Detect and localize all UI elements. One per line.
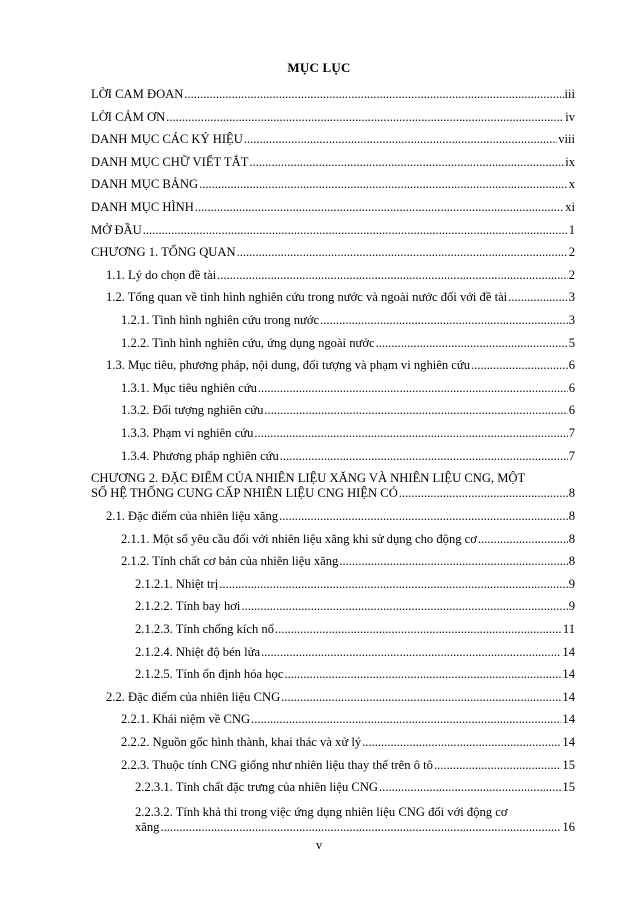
toc-entry-page: 16 <box>562 819 575 834</box>
page-number: v <box>315 838 323 852</box>
toc-entry-page: 15 <box>562 757 575 772</box>
toc-entry-page: 8 <box>568 531 575 546</box>
toc-entry-label: 2.2.3.1. Tính chất đặc trưng của nhiên liệu CNG <box>135 780 379 795</box>
toc-entry[interactable] <box>91 687 575 710</box>
toc-entry-label: 2.1.2.4. Nhiệt độ bén lửa <box>135 644 261 659</box>
toc-entry[interactable] <box>91 551 575 574</box>
toc-entry[interactable] <box>91 446 575 469</box>
toc-entry[interactable] <box>91 287 575 310</box>
toc-entry-page: x <box>568 177 575 192</box>
toc-entry[interactable] <box>91 732 575 755</box>
dot-leader <box>284 667 561 682</box>
toc-entry[interactable] <box>91 777 575 800</box>
toc-entry-label: 1.3.1. Mục tiêu nghiên cứu <box>121 380 257 395</box>
dot-leader <box>237 245 568 260</box>
toc-entry[interactable] <box>91 596 575 619</box>
toc-entry-label: CHƯƠNG 1. TỔNG QUAN <box>91 245 236 260</box>
toc-entry[interactable] <box>91 574 575 597</box>
toc-entry[interactable] <box>91 378 575 401</box>
toc-entry-label: 2.1.1. Một số yêu cầu đối với nhiên liệu xăng khi sử dụng cho động cơ <box>121 531 477 546</box>
toc-entry-label: 2.1. Đặc điểm của nhiên liệu xăng <box>106 509 279 524</box>
dot-leader <box>508 290 568 305</box>
toc-entry-label: 2.1.2.5. Tính ổn định hóa học <box>135 667 284 682</box>
toc-entry-page: 2 <box>568 267 575 282</box>
toc-entry[interactable] <box>91 642 575 665</box>
toc-entry-label: 1.2. Tổng quan về tình hình nghiên cứu trong nước và ngoài nước đối với đề tài <box>106 290 508 305</box>
toc-entry-label: 1.2.1. Tình hình nghiên cứu trong nước <box>121 312 320 327</box>
toc-entry-label-line1: CHƯƠNG 2. ĐẶC ĐIỂM CỦA NHIÊN LIỆU XĂNG VÀ NHIÊN LIỆU CNG, MỘT <box>91 471 526 486</box>
toc-entry-page: 3 <box>568 312 575 327</box>
dot-leader <box>320 313 568 328</box>
dot-leader <box>471 358 568 373</box>
toc-entry-label: 2.1.2.3. Tính chống kích nổ <box>135 622 274 637</box>
toc-entry[interactable] <box>91 423 575 446</box>
toc-entry-page: 2 <box>568 245 575 260</box>
dot-leader <box>275 622 562 637</box>
toc-entry[interactable] <box>91 220 575 243</box>
toc-entry-page: 14 <box>562 689 575 704</box>
toc-entry-page: 9 <box>568 599 575 614</box>
toc-entry-page: 6 <box>568 358 575 373</box>
toc-entry-label: 2.2. Đặc điểm của nhiên liệu CNG <box>106 689 281 704</box>
dot-leader <box>379 780 561 795</box>
toc-entry-label: DANH MỤC BẢNG <box>91 177 199 192</box>
dot-leader <box>339 554 567 569</box>
toc-entry[interactable] <box>91 506 575 529</box>
dot-leader <box>249 155 564 170</box>
toc-entry-page: 14 <box>562 712 575 727</box>
toc-entry[interactable] <box>91 242 575 265</box>
dot-leader <box>362 735 561 750</box>
toc-entry-page: iv <box>565 109 575 124</box>
toc-entry-page: ix <box>565 154 575 169</box>
toc-entry-label: MỞ ĐẦU <box>91 222 142 237</box>
toc-entry[interactable] <box>91 664 575 687</box>
dot-leader <box>219 577 567 592</box>
page-title: MỤC LỤC <box>287 60 351 75</box>
toc-entry[interactable] <box>91 709 575 732</box>
dot-leader <box>258 381 568 396</box>
toc-entry-page: 7 <box>568 425 575 440</box>
dot-leader <box>166 110 564 125</box>
toc-entry-page: 11 <box>562 622 575 637</box>
toc-entry[interactable] <box>91 197 575 220</box>
toc-entry-label: 1.1. Lý do chọn đề tài <box>106 267 217 282</box>
toc-entry[interactable] <box>91 529 575 552</box>
toc-entry[interactable] <box>91 174 575 197</box>
toc-entry-page: 3 <box>568 290 575 305</box>
toc-entry-label: DANH MỤC CÁC KÝ HIỆU <box>91 132 243 147</box>
toc-entry-page: 8 <box>568 509 575 524</box>
toc-entry-page: 14 <box>562 667 575 682</box>
toc-entry-label: 2.2.3. Thuộc tính CNG giống như nhiên liệu thay thế trên ô tô <box>121 757 433 772</box>
dot-leader <box>279 509 568 524</box>
toc-entry-page: viii <box>558 132 575 147</box>
toc-entry-label: DANH MỤC CHỮ VIẾT TẮT <box>91 154 249 169</box>
toc-entry-label: 2.1.2.1. Nhiệt trị <box>135 576 219 591</box>
toc-entry[interactable] <box>91 400 575 423</box>
toc-entry[interactable] <box>91 619 575 642</box>
toc-entry-label: 1.3.3. Phạm vi nghiên cứu <box>121 425 254 440</box>
dot-leader <box>195 200 564 215</box>
toc-entry-label: 1.3.2. Đối tượng nghiên cứu <box>121 403 264 418</box>
toc-entry-page: 9 <box>568 576 575 591</box>
toc-entry-page: 14 <box>562 735 575 750</box>
dot-leader <box>280 449 568 464</box>
toc-entry-page: 8 <box>568 486 575 501</box>
dot-leader <box>261 645 561 660</box>
toc-entry-page: 1 <box>568 222 575 237</box>
toc-entry-label: 1.3.4. Phương pháp nghiên cứu <box>121 448 279 463</box>
dot-leader <box>478 532 568 547</box>
dot-leader <box>184 87 563 102</box>
dot-leader <box>251 712 561 727</box>
toc-entry-label-line2: SỐ HỆ THỐNG CUNG CẤP NHIÊN LIỆU CNG HIỆN CÓ <box>91 486 398 501</box>
toc-entry-label: 2.1.2.2. Tính bay hơi <box>135 599 241 614</box>
dot-leader <box>143 223 568 238</box>
toc-entry-page: 14 <box>562 644 575 659</box>
toc-entry-page: 5 <box>568 335 575 350</box>
dot-leader <box>160 820 561 835</box>
toc-entry-label-line2: xăng <box>135 819 160 834</box>
toc-entry[interactable] <box>91 107 575 130</box>
toc-entry[interactable] <box>91 265 575 288</box>
toc-entry-page: 15 <box>562 780 575 795</box>
toc-entry-page: xi <box>565 199 575 214</box>
toc-entry[interactable] <box>91 800 575 834</box>
toc-entry-label: 1.2.2. Tình hình nghiên cứu, ứng dụng ngoài nước <box>121 335 375 350</box>
dot-leader <box>241 599 567 614</box>
toc-entry-page: 7 <box>568 448 575 463</box>
dot-leader <box>434 758 561 773</box>
dot-leader <box>254 426 567 441</box>
dot-leader <box>199 177 568 192</box>
toc-entry[interactable] <box>91 129 575 152</box>
toc-entry-label: LỜI CẢM ƠN <box>91 109 166 124</box>
toc-entry-label: 2.1.2. Tính chất cơ bản của nhiên liệu xăng <box>121 554 339 569</box>
toc-entry-label: 1.3. Mục tiêu, phương pháp, nội dung, đối tượng và phạm vi nghiên cứu <box>106 358 470 373</box>
dot-leader <box>376 336 568 351</box>
dot-leader <box>264 403 567 418</box>
toc-entry[interactable] <box>91 333 575 356</box>
toc-entry-label: 2.2.1. Khái niệm về CNG <box>121 712 251 727</box>
toc-entry-label-line1: 2.2.3.2. Tính khả thi trong việc ứng dụng nhiên liệu CNG đối với động cơ <box>135 804 508 819</box>
toc-entry-label: 2.2.2. Nguồn gốc hình thành, khai thác và xử lý <box>121 735 362 750</box>
toc-entry[interactable] <box>91 355 575 378</box>
toc-entry[interactable] <box>91 84 575 107</box>
dot-leader <box>281 690 561 705</box>
toc-entry[interactable] <box>91 152 575 175</box>
toc-entry-label: DANH MỤC HÌNH <box>91 199 194 214</box>
toc-entry[interactable] <box>91 468 575 506</box>
dot-leader <box>244 132 557 147</box>
toc-entry-page: 6 <box>568 403 575 418</box>
toc-entry-page: iii <box>564 87 575 101</box>
toc-entry[interactable] <box>91 310 575 333</box>
toc-entry-label: LỜI CAM ĐOAN <box>91 87 184 101</box>
table-of-contents <box>91 84 575 834</box>
toc-entry-page: 6 <box>568 380 575 395</box>
dot-leader <box>217 268 568 283</box>
toc-entry-page: 8 <box>568 554 575 569</box>
dot-leader <box>399 486 568 501</box>
toc-entry[interactable] <box>91 755 575 778</box>
